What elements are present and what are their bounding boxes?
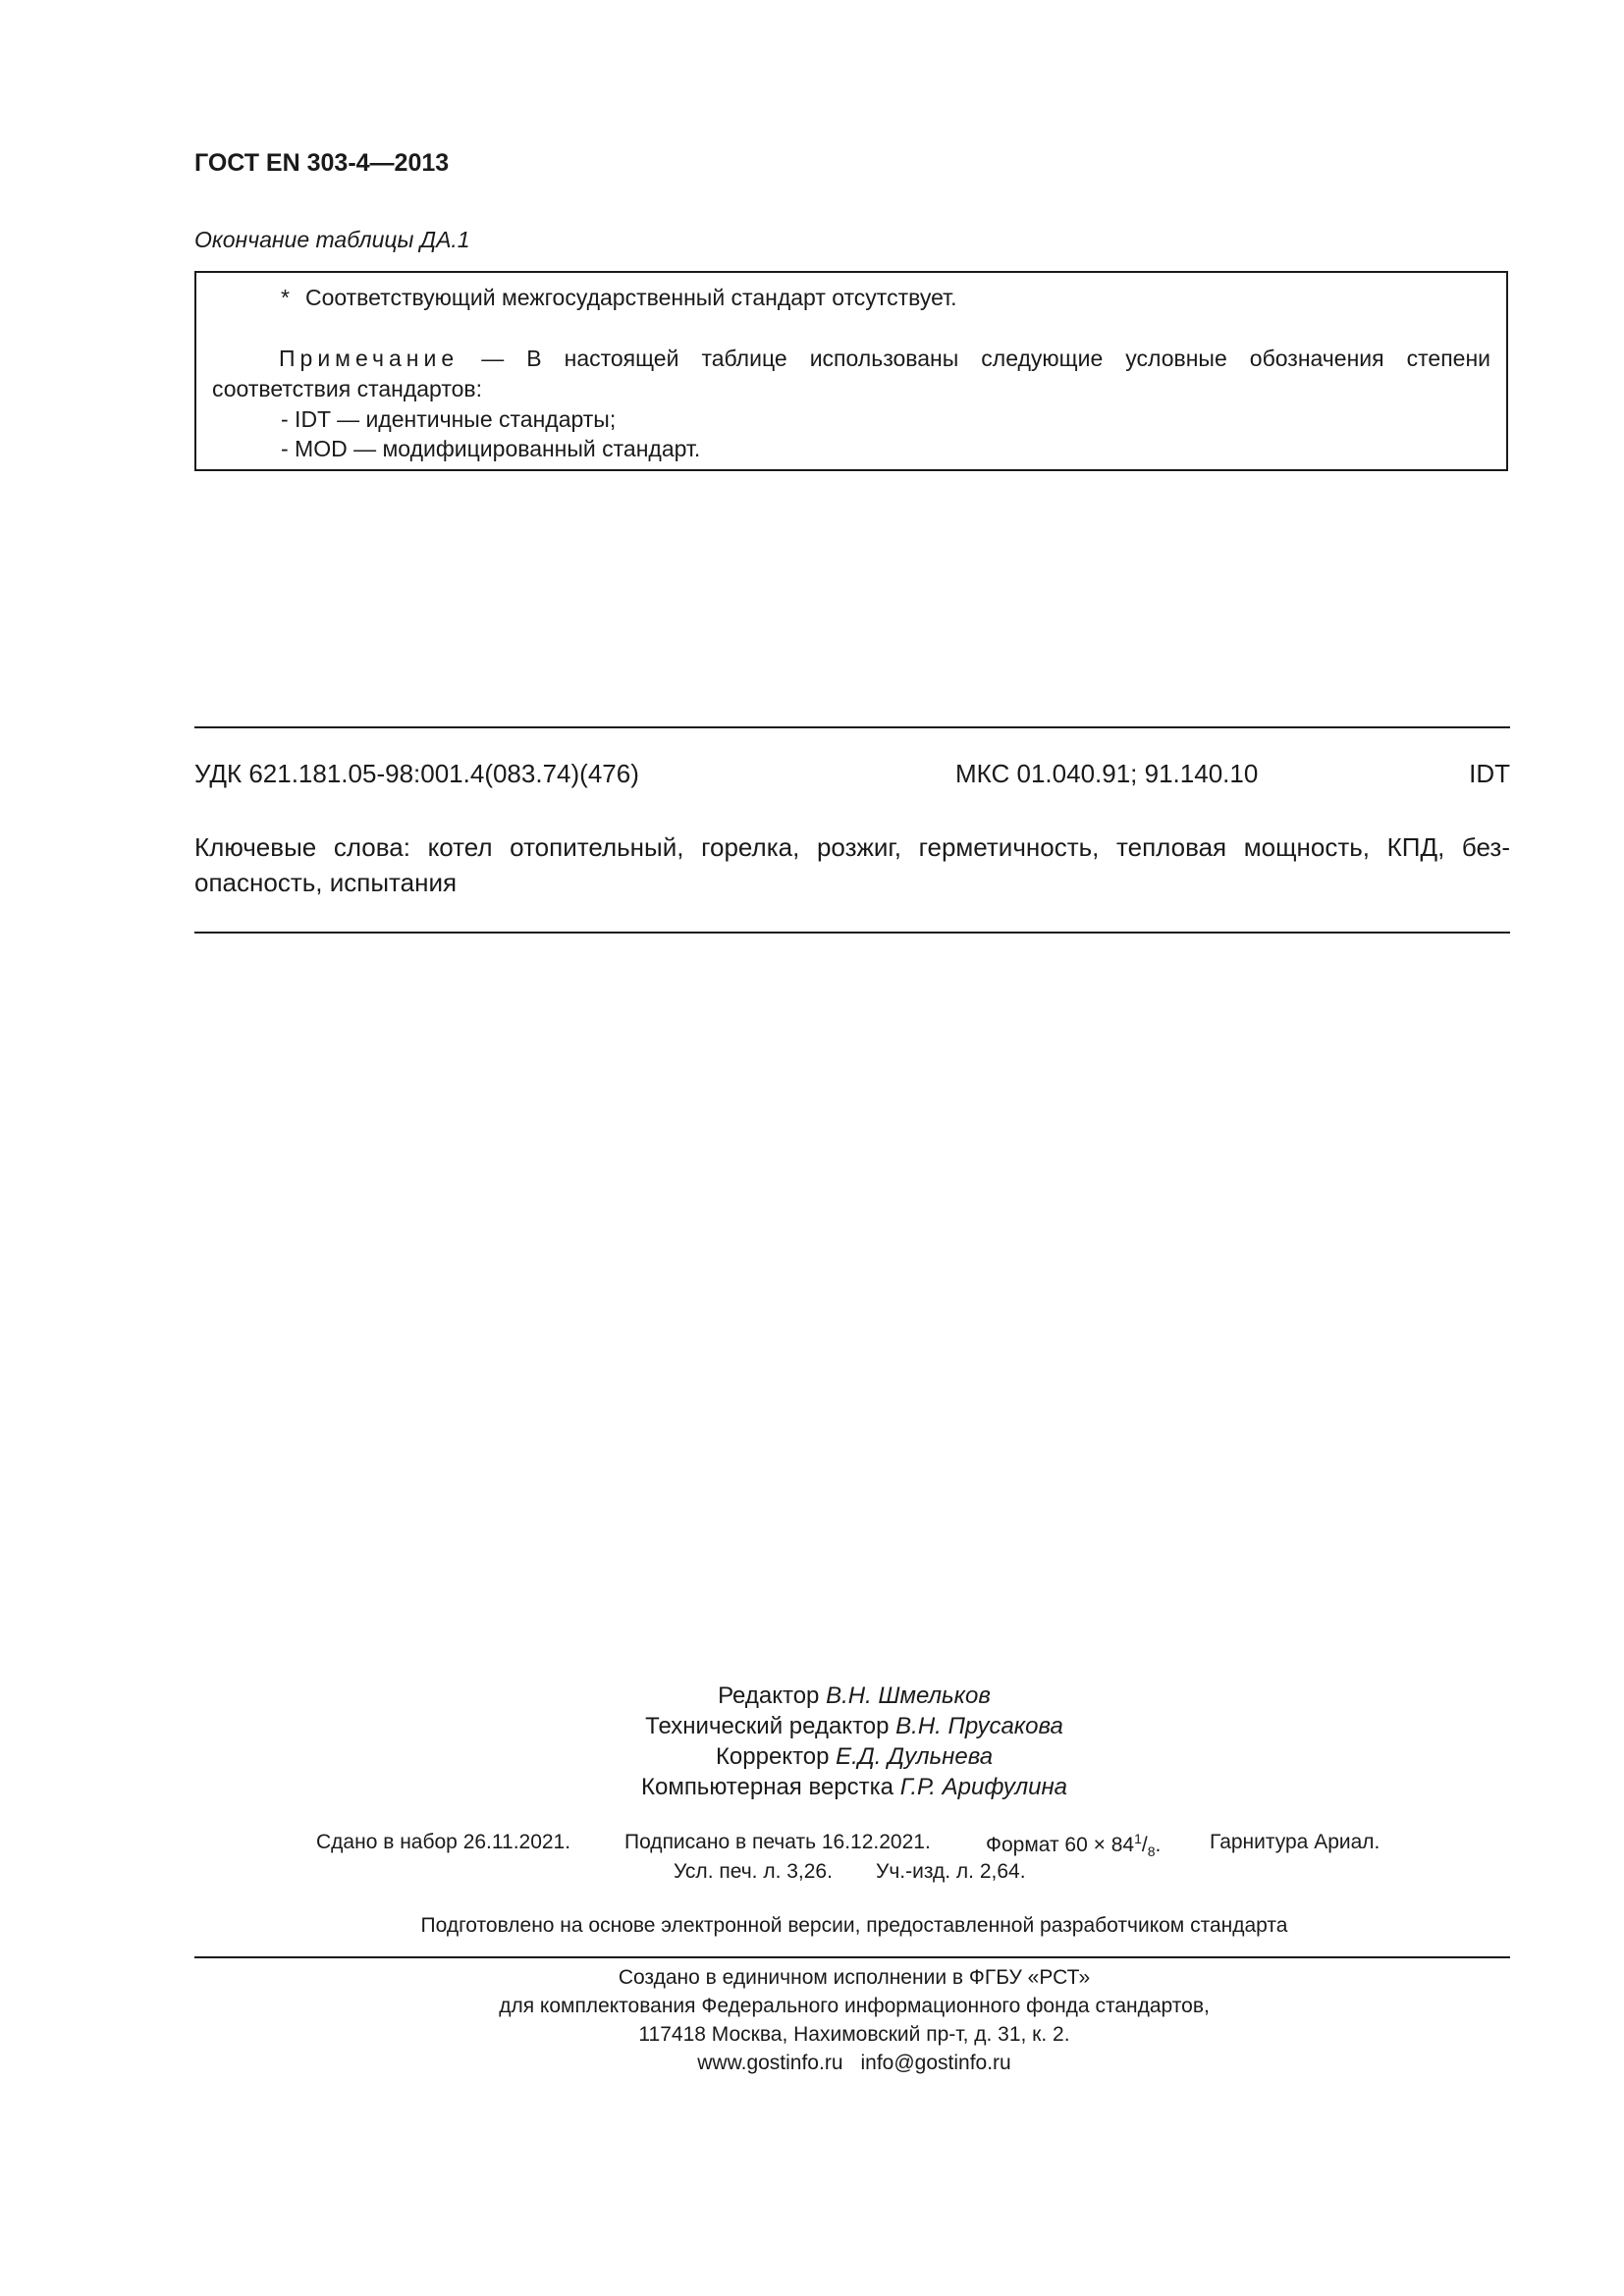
credit-person: В.Н. Прусакова	[895, 1713, 1063, 1739]
credit-tech-editor	[0, 1711, 1624, 1741]
credits-block	[0, 1681, 1624, 1802]
note-continuation: соответствия стандартов:	[212, 376, 483, 401]
credit-layout	[0, 1772, 1624, 1802]
typeface: Гарнитура Ариал.	[1210, 1831, 1380, 1853]
footer	[0, 1963, 1624, 2077]
prepared-note: Подготовлено на основе электронной версии, предоставленной разработчиком стандарта	[420, 1914, 1288, 1937]
credit-role: Компьютерная верстка	[640, 1774, 894, 1800]
typeset-date: Сдано в набор 26.11.2021.	[316, 1831, 571, 1853]
credit-person: Г.Р. Арифулина	[899, 1774, 1068, 1800]
credit-role: Корректор	[715, 1743, 830, 1770]
footer-line-3: 117418 Москва, Нахимовский пр-т, д. 31, к. 2.	[638, 2023, 1070, 2046]
keywords	[194, 829, 1510, 900]
note-paragraph	[212, 344, 1490, 374]
credit-person: В.Н. Шмельков	[826, 1682, 991, 1709]
credit-role: Редактор	[718, 1682, 820, 1709]
print-sheets: Усл. печ. л. 3,26.	[674, 1860, 833, 1883]
email-link[interactable]: info@gostinfo.ru	[860, 2052, 1011, 2074]
document-code: ГОСТ EN 303-4—2013	[194, 149, 450, 177]
format-denominator: 8	[1147, 1843, 1156, 1860]
credit-editor	[0, 1681, 1624, 1711]
footer-links	[0, 2049, 1624, 2077]
credit-person: Е.Д. Дульнева	[836, 1743, 994, 1770]
footer-line-1: Создано в единичном исполнении в ФГБУ «РСТ»	[618, 1966, 1091, 1989]
top-divider	[194, 726, 1510, 728]
note-item-mod: - MOD — модифицированный стандарт.	[281, 436, 701, 461]
conformity-degree: IDT	[1469, 759, 1510, 788]
footer-divider	[194, 1956, 1510, 1958]
publication-sheets: Уч.-изд. л. 2,64.	[876, 1860, 1026, 1883]
format-end: .	[1155, 1834, 1162, 1856]
credit-role: Технический редактор	[645, 1713, 890, 1739]
signed-date: Подписано в печать 16.12.2021.	[624, 1831, 931, 1853]
website-link[interactable]: www.gostinfo.ru	[697, 2052, 843, 2074]
asterisk-marker: *	[281, 285, 290, 310]
format-slash: /	[1141, 1834, 1148, 1856]
format-numerator: 1	[1134, 1831, 1142, 1846]
table-caption: Окончание таблицы ДА.1	[194, 227, 470, 252]
note-item-idt: - IDT — идентичные стандарты;	[281, 406, 617, 432]
udk-code: УДК 621.181.05-98:001.4(083.74)(476)	[194, 759, 639, 788]
note-label: Примечание	[279, 346, 460, 371]
credit-corrector	[0, 1741, 1624, 1772]
paper-format	[986, 1831, 1161, 1859]
keywords-line-1: Ключевые слова: котел отопительный, горелка, розжиг, герметичность, тепловая мощность, КПД, без-	[194, 832, 1510, 862]
note-text: — В настоящей таблице использованы следующие условные обозначения степени	[481, 346, 1490, 371]
footnote-line	[281, 283, 956, 313]
footer-line-2: для комплектования Федерального информационного фонда стандартов,	[499, 1995, 1210, 2017]
keywords-line-2: опасность, испытания	[194, 868, 458, 897]
note-box	[194, 271, 1508, 471]
format-text: Формат 60 × 84	[986, 1834, 1135, 1856]
footnote-text: Соответствующий межгосударственный стандарт отсутствует.	[304, 285, 957, 310]
bottom-divider	[194, 932, 1510, 934]
mks-code: МКС 01.040.91; 91.140.10	[955, 759, 1259, 788]
